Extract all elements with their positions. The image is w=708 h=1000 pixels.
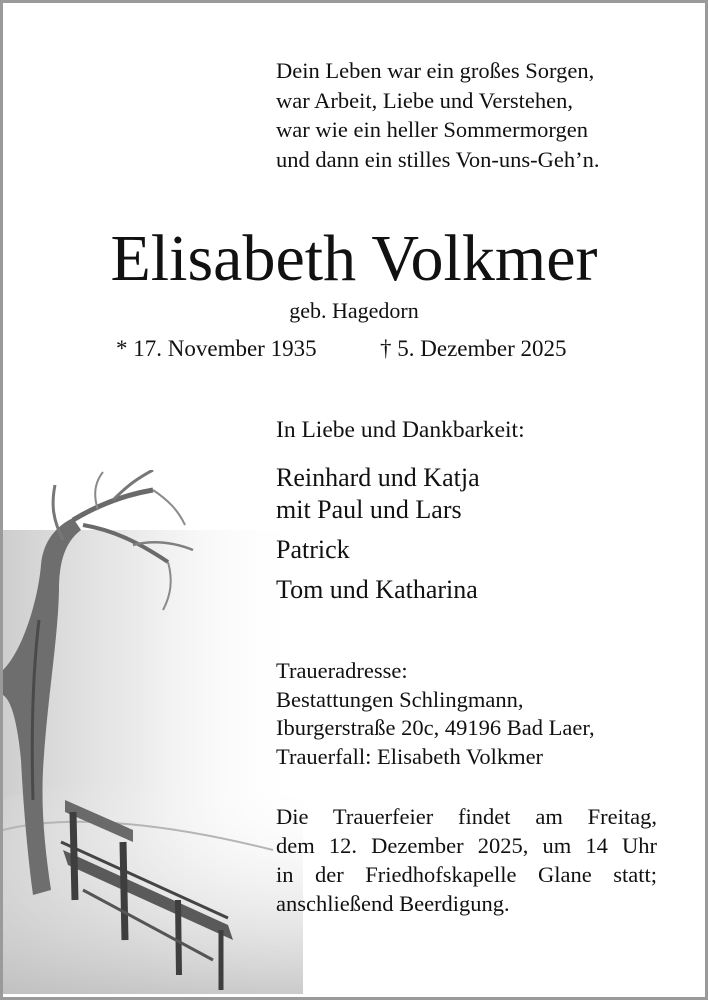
death-date: † 5. Dezember 2025: [380, 336, 567, 361]
mourner-group: [276, 462, 480, 526]
poem-line: war Arbeit, Liebe und Verstehen,: [276, 87, 573, 113]
birth-date: * 17. November 1935: [116, 336, 317, 361]
mourners-list: [276, 462, 480, 614]
address-line: Traueradresse:: [276, 658, 408, 683]
funeral-line: in der Friedhofskapelle Glane statt;: [276, 862, 657, 887]
address-line: Bestattungen Schlingmann,: [276, 686, 524, 712]
mourning-address: [276, 657, 595, 771]
poem-line: und dann ein stilles Von-uns-Geh’n.: [276, 146, 600, 172]
mourner-name: mit Paul und Lars: [276, 495, 462, 524]
deceased-name: Elisabeth Volkmer: [110, 222, 598, 295]
funeral-line: dem 12. Dezember 2025, um 14 Uhr: [276, 833, 657, 858]
mourner-name: Patrick: [276, 535, 350, 564]
funeral-line: Die Trauerfeier findet am Freitag,: [276, 804, 657, 829]
mourner-name: Tom und Katharina: [276, 575, 478, 604]
address-line: Iburgerstraße 20c, 49196 Bad Laer,: [276, 715, 595, 740]
poem-line: war wie ein heller Sommermorgen: [276, 117, 588, 142]
poem: [276, 56, 600, 174]
funeral-info: [276, 802, 657, 918]
tree-bench-illustration: [3, 470, 303, 994]
mourner-name: Reinhard und Katja: [276, 463, 480, 492]
mourner-group: [276, 574, 480, 606]
address-line: Trauerfall: Elisabeth Volkmer: [276, 743, 544, 769]
poem-line: Dein Leben war ein großes Sorgen,: [276, 58, 595, 83]
mourners-intro: In Liebe und Dankbarkeit:: [276, 417, 525, 443]
maiden-name: geb. Hagedorn: [289, 298, 419, 323]
mourner-group: [276, 534, 480, 566]
funeral-line: anschließend Beerdigung.: [276, 891, 510, 916]
